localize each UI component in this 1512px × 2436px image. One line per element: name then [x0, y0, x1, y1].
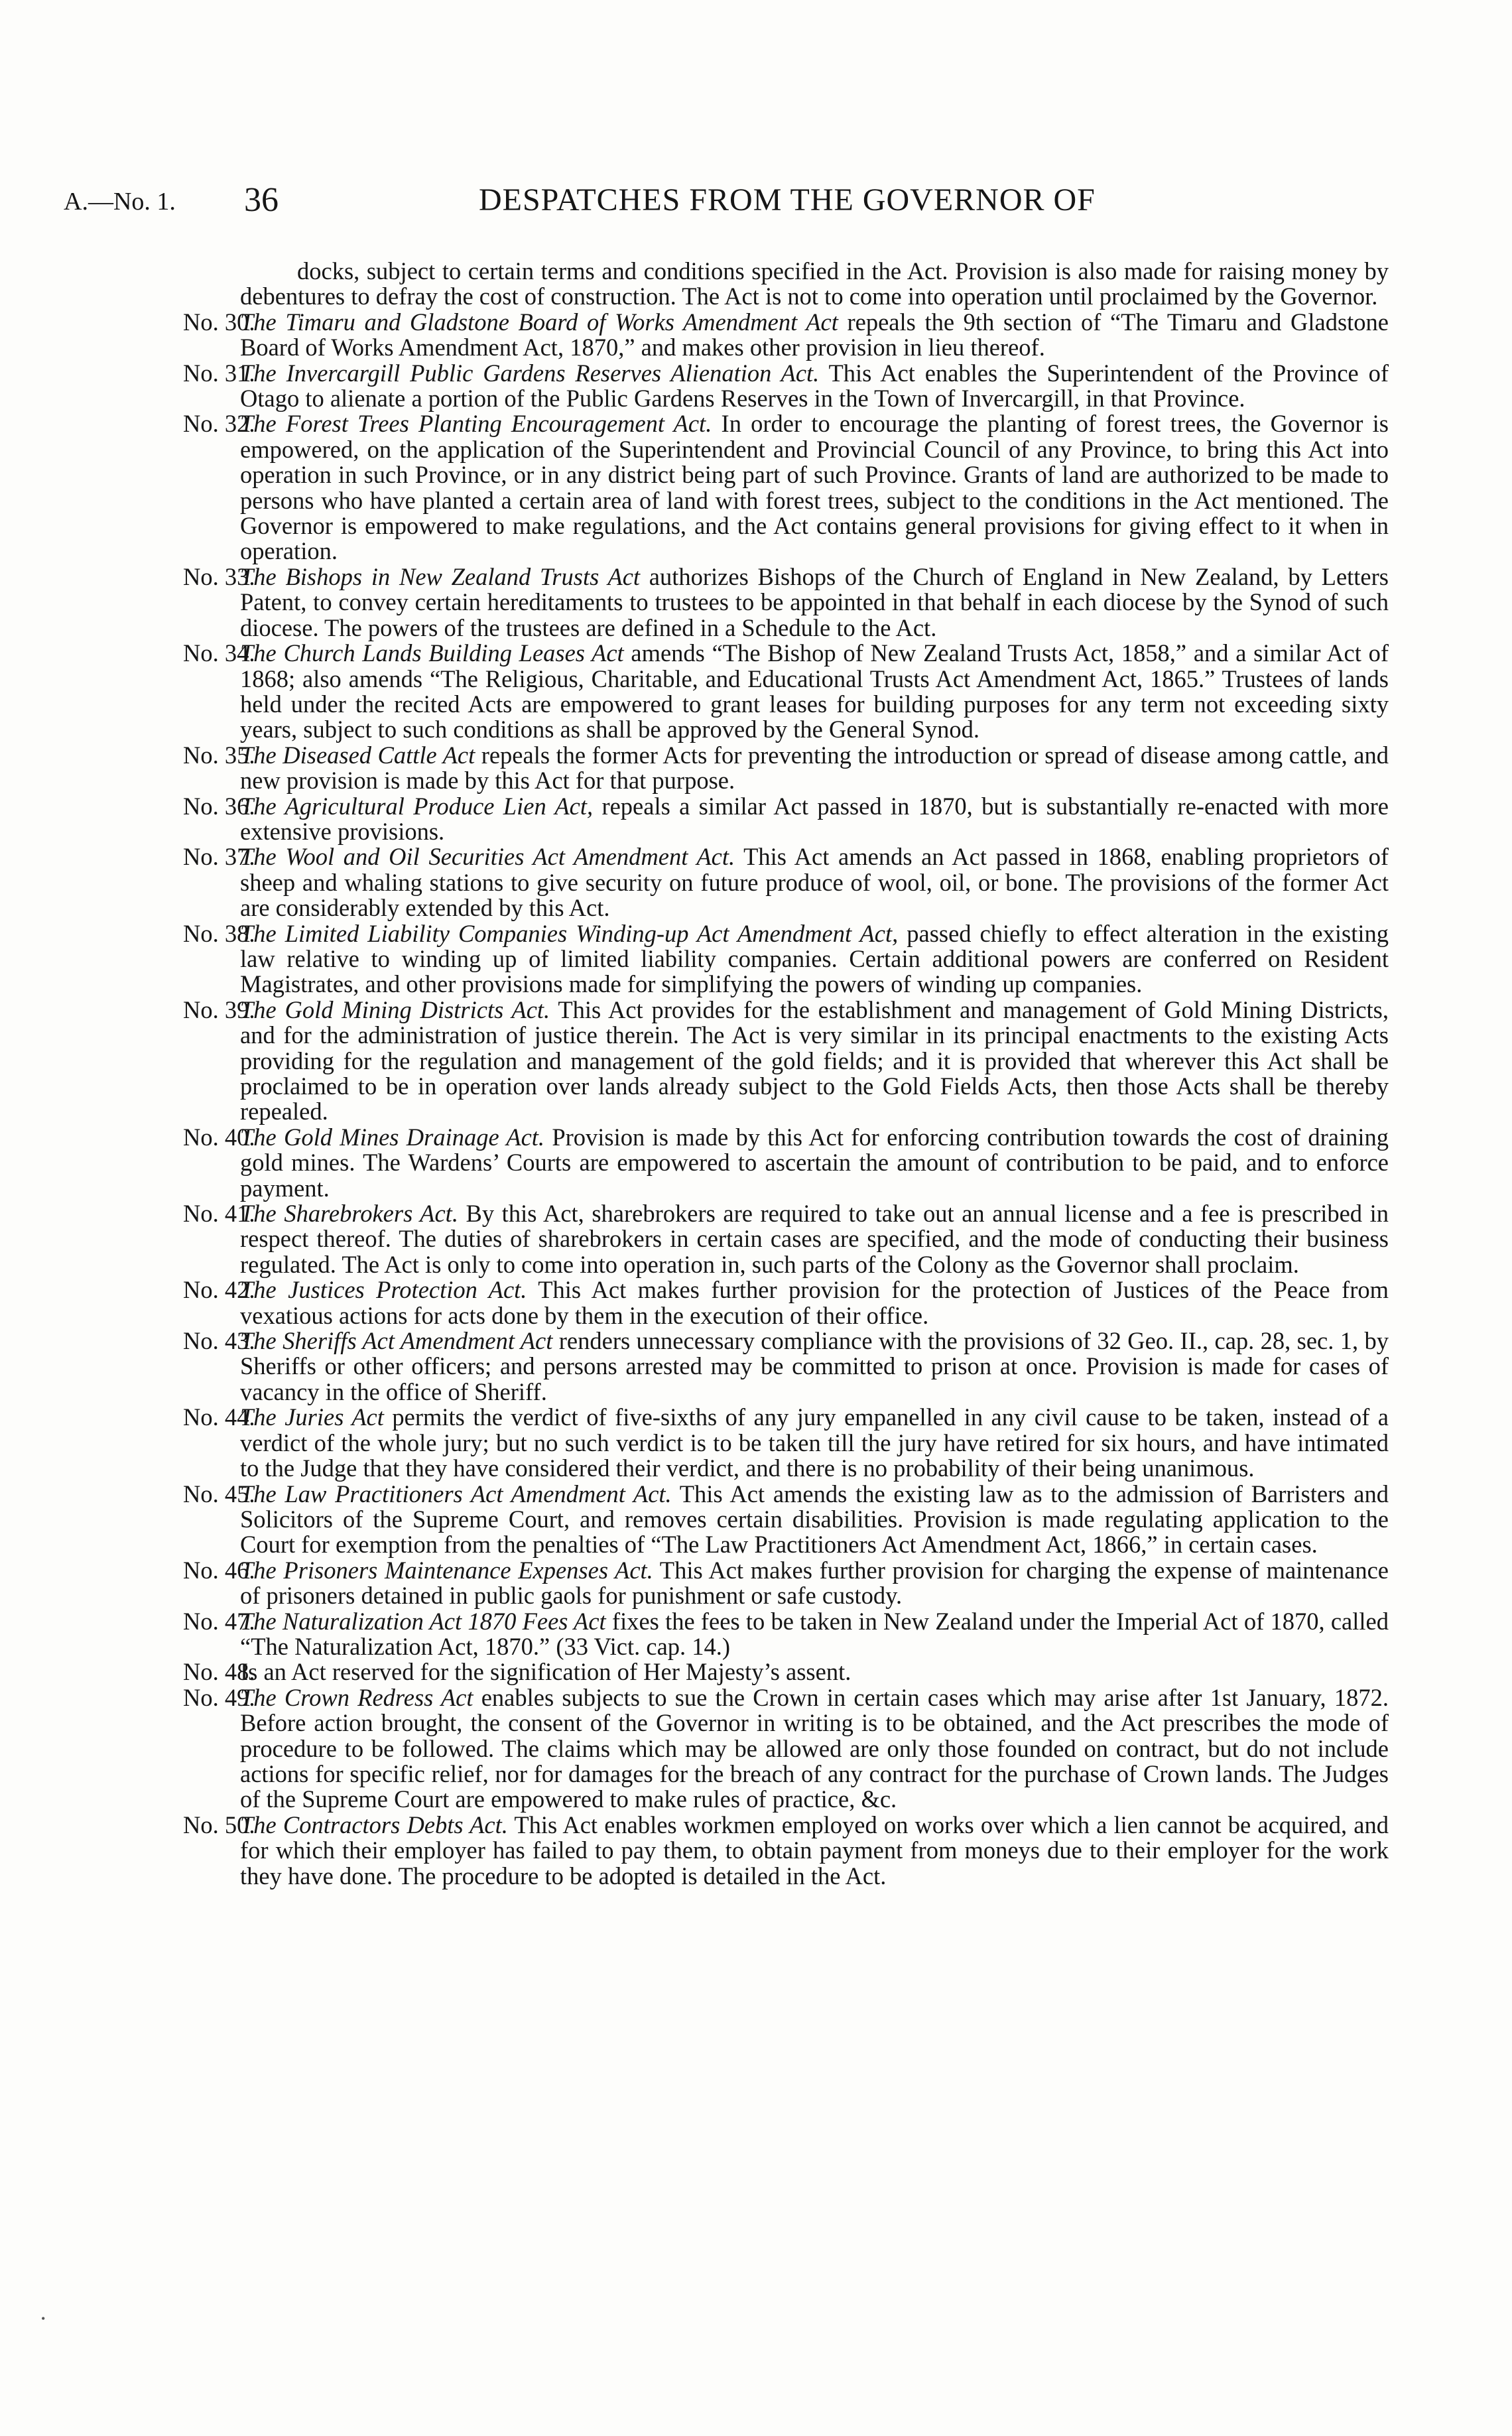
act-item: [183, 792, 1389, 845]
act-number: No. 39.: [183, 995, 255, 1023]
act-number: No. 46.: [183, 1556, 255, 1584]
act-description: passed chiefly to effect alteration in the existing law relative to winding up of limited liability companies. Certain additional powers are conferred on Resident Magistrates, and other provisions made for simplifying the powers of winding up companies.: [240, 919, 1389, 998]
body-text: [183, 257, 1389, 1890]
running-header: [0, 180, 1512, 227]
act-number: No. 41.: [183, 1200, 255, 1228]
act-item: [183, 359, 1389, 413]
act-item: [183, 1811, 1389, 1890]
act-item: [183, 1683, 1389, 1813]
act-description: This Act makes further provision for charging the expense of maintenance of prisoners detained in public gaols for punishment or safe custody.: [240, 1556, 1389, 1610]
act-title: The Naturalization Act 1870 Fees Act: [240, 1607, 606, 1635]
act-title: The Sheriffs Act Amendment Act: [240, 1327, 553, 1355]
act-item: [183, 1403, 1389, 1482]
act-number: No. 50.: [183, 1811, 255, 1838]
act-number: No. 49.: [183, 1683, 255, 1711]
act-description: repeals a similar Act passed in 1870, but is substantially re-enacted with more extensive provisions.: [240, 792, 1389, 845]
act-description: Provision is made by this Act for enforcing contribution towards the cost of draining gold mines. The Wardens’ Courts are empowered to ascertain the amount of contribution to be paid, and to enforce payment.: [240, 1123, 1389, 1202]
act-title: The Church Lands Building Leases Act: [240, 639, 624, 667]
act-title: The Prisoners Maintenance Expenses Act.: [240, 1556, 653, 1584]
act-item: [183, 639, 1389, 743]
act-number: No. 38.: [183, 919, 255, 947]
act-title: The Law Practitioners Act Amendment Act.: [240, 1480, 672, 1507]
act-description: enables subjects to sue the Crown in certain cases which may arise after 1st January, 1872. Before action brought, the consent of the Governor in writing is to be obtained, and the Act prescribes the mode of procedure to be followed. The claims which may be allowed are only those founded on contract, but do not include actions for specific relief, nor for damages for the breach of any contract for the purchase of Crown lands. The Judges of the Supreme Court are empowered to make rules of practice, &c.: [240, 1683, 1389, 1813]
act-description: amends “The Bishop of New Zealand Trusts Act, 1858,” and a similar Act of 1868; also amends “The Religious, Charitable, and Educational Trusts Act Amendment Act, 1865.” Trustees of lands held under the recited Acts are empowered to grant leases for building purposes for any term not exceeding sixty years, subject to such conditions as shall be approved by the General Synod.: [240, 639, 1389, 743]
act-title: The Invercargill Public Gardens Reserves Alienation Act.: [240, 359, 820, 387]
act-description: This Act enables the Superintendent of the Province of Otago to alienate a portion of the Public Gardens Reserves in the Town of Invercargill, in that Province.: [240, 359, 1389, 413]
act-description: repeals the former Acts for preventing the introduction or spread of disease among cattle, and new provision is made by this Act for that purpose.: [240, 741, 1389, 795]
act-title: The Sharebrokers Act.: [240, 1200, 458, 1228]
act-description: permits the verdict of five-sixths of any jury empanelled in any civil cause to be taken, instead of a verdict of the whole jury; but no such verdict is to be taken till the jury have retired for six hours, and have intimated to the Judge that they have considered their verdict, and there is no probability of their being unanimous.: [240, 1403, 1389, 1482]
act-number: No. 31.: [183, 359, 255, 387]
act-item: [183, 1480, 1389, 1559]
act-description: repeals the 9th section of “The Timaru and Gladstone Board of Works Amendment Act, 1870,” and makes other provision in lieu thereof.: [240, 308, 1389, 361]
act-item: [183, 1607, 1389, 1660]
act-item: [183, 562, 1389, 641]
act-item: [183, 1327, 1389, 1405]
act-number: No. 43.: [183, 1327, 255, 1355]
act-number: No. 40.: [183, 1123, 255, 1151]
act-title: The Wool and Oil Securities Act Amendment Act.: [240, 843, 735, 871]
act-number: No. 44.: [183, 1403, 255, 1431]
act-number: No. 42.: [183, 1276, 255, 1304]
act-number: No. 34.: [183, 639, 255, 667]
act-title: The Gold Mines Drainage Act.: [240, 1123, 545, 1151]
act-description: By this Act, sharebrokers are required to take out an annual license and a fee is prescribed in respect thereof. The duties of sharebrokers in certain cases are specified, and the mode of conducting their business regulated. The Act is only to come into operation in, such parts of the Colony as the Governor shall proclaim.: [240, 1200, 1389, 1278]
act-title: The Bishops in New Zealand Trusts Act: [240, 562, 641, 590]
act-title: The Limited Liability Companies Winding-up Act Amendment Act,: [240, 919, 899, 947]
act-item: [183, 741, 1389, 795]
act-description: This Act amends an Act passed in 1868, enabling proprietors of sheep and whaling stations to give security on future produce of wool, oil, or bone. The provisions of the former Act are considerably extended by this Act.: [240, 843, 1389, 922]
act-description: In order to encourage the planting of forest trees, the Governor is empowered, on the application of the Superintendent and Provincial Council of any Province, to bring this Act into operation in such Province, or in any district being part of such Province. Grants of land are authorized to be made to persons who have planted a certain area of land with forest trees, subject to the conditions in the Act mentioned. The Governor is empowered to make regulations, and the Act contains general provisions for giving effect to it when in operation.: [240, 410, 1389, 565]
act-number: No. 48.: [183, 1658, 255, 1686]
act-description: This Act makes further provision for the protection of Justices of the Peace from vexatious actions for acts done by them in the execution of their office.: [240, 1276, 1389, 1329]
act-description: fixes the fees to be taken in New Zealand under the Imperial Act of 1870, called “The Naturalization Act, 1870.” (33 Vict. cap. 14.): [240, 1607, 1389, 1660]
act-title: The Juries Act: [240, 1403, 384, 1431]
act-number: No. 32.: [183, 410, 255, 438]
act-title: The Gold Mining Districts Act.: [240, 995, 550, 1023]
act-title: The Crown Redress Act: [240, 1683, 473, 1711]
act-number: No. 45.: [183, 1480, 255, 1507]
act-description: This Act provides for the establishment and management of Gold Mining Districts, and for the administration of justice therein. The Act is very similar in its principal enactments to the existing Acts providing for the regulation and management of the gold fields; and it is provided that wherever this Act shall be proclaimed to be in operation over lands already subject to the Gold Fields Acts, then those Acts shall be thereby repealed.: [240, 995, 1389, 1125]
margin-mark: •: [41, 2312, 46, 2325]
act-item: [183, 843, 1389, 922]
act-description: renders unnecessary compliance with the provisions of 32 Geo. II., cap. 28, sec. 1, by Sheriffs or other officers; and persons arrested may be committed to prison at once. Provision is made for cases of vacancy in the office of Sheriff.: [240, 1327, 1389, 1405]
act-title: The Diseased Cattle Act: [240, 741, 475, 769]
act-title: The Timaru and Gladstone Board of Works Amendment Act: [240, 308, 838, 336]
act-description: Is an Act reserved for the signification of Her Majesty’s assent.: [240, 1658, 851, 1686]
act-item: [183, 308, 1389, 361]
act-number: No. 35.: [183, 741, 255, 769]
continuation-paragraph: docks, subject to certain terms and conditions specified in the Act. Provision is also made for raising money by debentures to defray the cost of construction. The Act is not to come into operation until proclaimed by the Governor.: [240, 257, 1389, 310]
act-item: [183, 919, 1389, 998]
act-number: No. 33.: [183, 562, 255, 590]
act-item: [183, 1556, 1389, 1610]
act-number: No. 36.: [183, 792, 255, 820]
page-number: 36: [244, 181, 279, 219]
act-number: No. 47.: [183, 1607, 255, 1635]
act-number: No. 37.: [183, 843, 255, 871]
act-item: [183, 1200, 1389, 1278]
act-item: [183, 410, 1389, 565]
act-item: [183, 1123, 1389, 1202]
paper-reference: A.—No. 1.: [64, 188, 176, 216]
act-number: No. 30.: [183, 308, 255, 336]
act-title: The Agricultural Produce Lien Act,: [240, 792, 594, 820]
act-item: [183, 995, 1389, 1125]
act-title: The Contractors Debts Act.: [240, 1811, 508, 1838]
act-item: [183, 1658, 1389, 1686]
act-description: authorizes Bishops of the Church of England in New Zealand, by Letters Patent, to convey certain hereditaments to trustees to be appointed in that behalf in each diocese by the Synod of such diocese. The powers of the trustees are defined in a Schedule to the Act.: [240, 562, 1389, 641]
act-item: [183, 1276, 1389, 1329]
act-title: The Justices Protection Act.: [240, 1276, 527, 1304]
act-title: The Forest Trees Planting Encouragement Act.: [240, 410, 712, 438]
act-description: This Act amends the existing law as to the admission of Barristers and Solicitors of the Supreme Court, and removes certain disabilities. Provision is made regulating application to the Court for exemption from the penalties of “The Law Practitioners Act Amendment Act, 1866,” in certain cases.: [240, 1480, 1389, 1559]
act-description: This Act enables workmen employed on works over which a lien cannot be acquired, and for which their employer has failed to pay them, to obtain payment from moneys due to their employer for the work they have done. The procedure to be adopted is detailed in the Act.: [240, 1811, 1389, 1890]
running-title: DESPATCHES FROM THE GOVERNOR OF: [479, 182, 1096, 218]
